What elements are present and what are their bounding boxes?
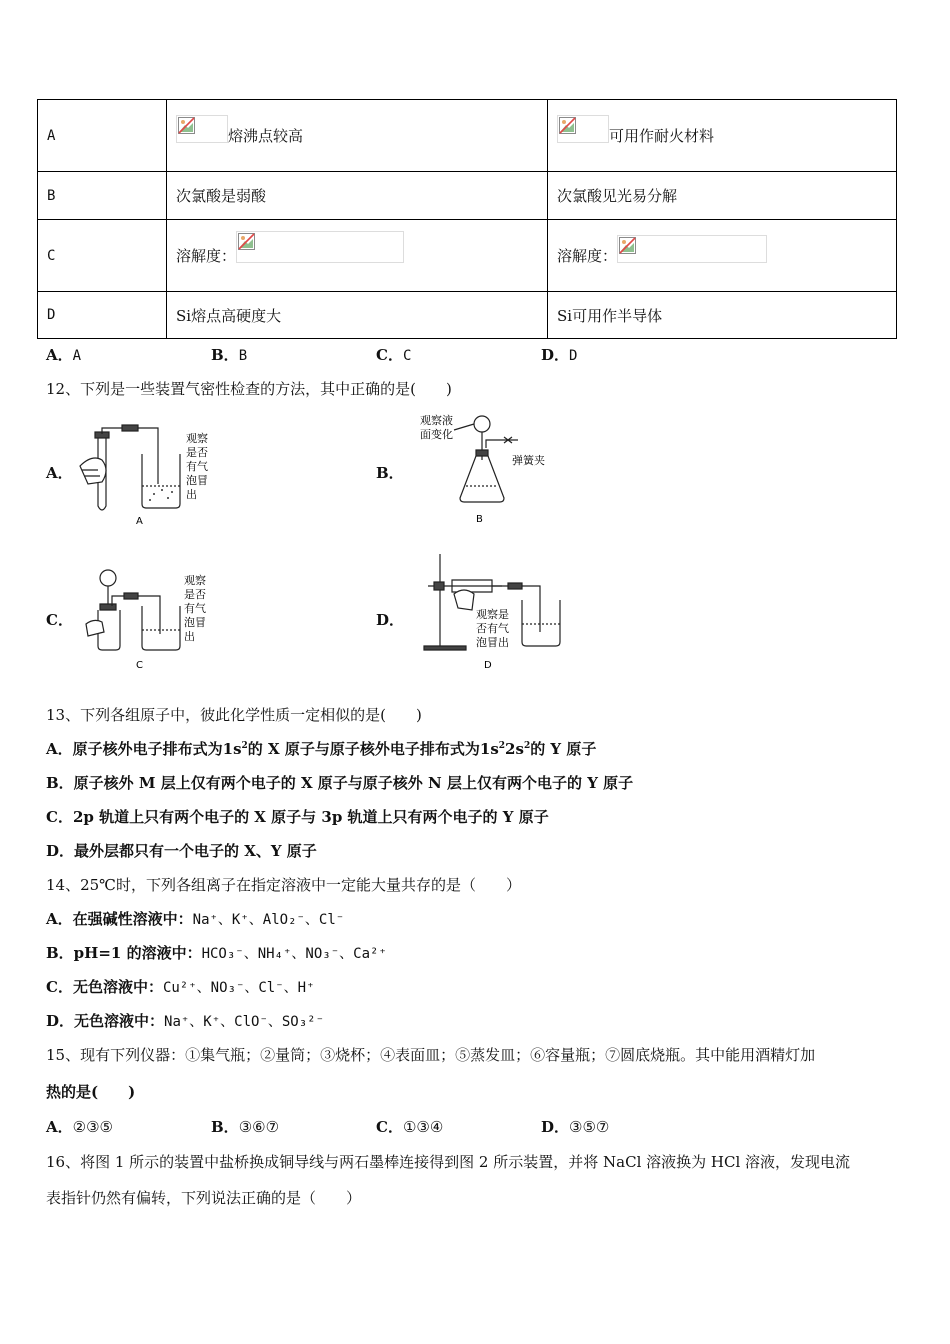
- q11-option-b[interactable]: [211, 344, 247, 365]
- row-left-cell: 次氯酸是弱酸: [167, 172, 548, 220]
- figure-a-note-5: 出: [186, 488, 197, 501]
- figure-a-svg: [78, 424, 228, 530]
- q14-option-c[interactable]: [46, 976, 315, 997]
- figure-b-note-2: 面变化: [420, 428, 453, 441]
- q13-option-d[interactable]: D．最外层都只有一个电子的 X、Y 原子: [46, 842, 317, 860]
- figure-d-note-1: 观察是: [476, 608, 509, 621]
- q15-option-d[interactable]: [541, 1116, 609, 1137]
- q15-option-b[interactable]: [211, 1116, 279, 1137]
- option-value: ①③④: [402, 1118, 444, 1136]
- option-value: ③⑥⑦: [238, 1118, 280, 1136]
- row-label: A: [38, 100, 167, 172]
- ion-list: Na⁺、K⁺、ClO⁻、SO₃²⁻: [164, 1014, 325, 1030]
- table-row: [38, 292, 897, 339]
- superscript: 2: [498, 741, 506, 751]
- superscript: 2: [241, 741, 248, 751]
- row-label: C: [38, 220, 167, 292]
- figure-c-note-2: 是否: [184, 588, 206, 601]
- figure-d-svg: [412, 550, 572, 674]
- q12-option-b[interactable]: B．: [376, 464, 404, 482]
- figure-c-apparatus: [84, 566, 234, 674]
- option-key: C．: [376, 1118, 403, 1136]
- q13-option-c[interactable]: C．2p 轨道上只有两个电子的 X 原子与 3p 轨道上只有两个电子的 Y 原子: [46, 808, 549, 826]
- q15-stem-line1: 15、现有下列仪器：①集气瓶；②量筒；③烧杯；④表面皿；⑤蒸发皿；⑥容量瓶；⑦圆底烧瓶。其中能用酒精灯加: [46, 1046, 816, 1064]
- option-text: D．无色溶液中：: [46, 1012, 165, 1030]
- row-right-cell: [548, 100, 897, 172]
- q13-stem: 13、下列各组原子中，彼此化学性质一定相似的是( ): [46, 706, 422, 724]
- ion-list: Cu²⁺、NO₃⁻、Cl⁻、H⁺: [162, 980, 315, 996]
- broken-image-icon: [557, 115, 609, 143]
- q15-option-c[interactable]: [376, 1116, 443, 1137]
- ion-list: Na⁺、K⁺、AlO₂⁻、Cl⁻: [192, 912, 345, 928]
- option-value: ③⑤⑦: [569, 1118, 610, 1136]
- option-key: B．: [211, 1118, 239, 1136]
- figure-a-note-3: 有气: [186, 460, 208, 473]
- row-right-cell: 次氯酸见光易分解: [548, 172, 897, 220]
- figure-d-note-2: 否有气: [476, 622, 509, 635]
- row-right-text: 溶解度：: [557, 247, 618, 265]
- q11-option-c[interactable]: [376, 344, 411, 365]
- q15-option-a[interactable]: [46, 1116, 113, 1137]
- q12-stem: 12、下列是一些装置气密性检查的方法，其中正确的是( ): [46, 380, 452, 398]
- q13-option-a[interactable]: [46, 738, 596, 759]
- q14-option-a[interactable]: [46, 908, 344, 929]
- ion-list: HCO₃⁻、NH₄⁺、NO₃⁻、Ca²⁺: [201, 946, 387, 962]
- row-right-cell: [548, 220, 897, 292]
- figure-b-apparatus: [420, 410, 550, 528]
- figure-a-note-2: 是否: [186, 446, 208, 459]
- q11-table: [37, 99, 897, 339]
- option-text: 的 Y 原子: [530, 740, 597, 758]
- option-value: ②③⑤: [72, 1118, 113, 1136]
- table-row: [38, 100, 897, 172]
- option-value: C: [402, 348, 412, 364]
- figure-b-note-1: 观察液: [420, 414, 453, 427]
- figure-c-note-4: 泡冒: [184, 616, 206, 629]
- superscript: 2: [523, 741, 531, 751]
- table-row: [38, 172, 897, 220]
- electron-config: 1s: [222, 740, 242, 758]
- electron-config: 2s: [505, 740, 524, 758]
- figure-a-caption: A: [136, 516, 143, 527]
- option-key: A．: [46, 346, 73, 364]
- option-text: A．在强碱性溶液中：: [46, 910, 193, 928]
- figure-b-caption: B: [476, 514, 483, 525]
- figure-a-note-1: 观察: [186, 432, 208, 445]
- q11-option-d[interactable]: [541, 344, 577, 365]
- q13-option-b[interactable]: B．原子核外 M 层上仅有两个电子的 X 原子与原子核外 N 层上仅有两个电子的 Y 原子: [46, 774, 634, 792]
- broken-image-icon: [236, 231, 404, 263]
- option-text: C．无色溶液中：: [46, 978, 163, 996]
- option-text: B．pH=1 的溶液中：: [46, 944, 202, 962]
- option-text: A．原子核外电子排布式为: [46, 740, 223, 758]
- row-label: B: [38, 172, 167, 220]
- q14-option-b[interactable]: [46, 942, 387, 963]
- row-left-cell: [167, 100, 548, 172]
- figure-c-note-5: 出: [184, 630, 195, 643]
- row-label: D: [38, 292, 167, 339]
- figure-a-apparatus: [78, 424, 228, 530]
- figure-b-svg: [420, 410, 550, 528]
- figure-d-caption: D: [484, 660, 492, 671]
- q14-option-d[interactable]: [46, 1010, 324, 1031]
- q12-option-d[interactable]: D．: [376, 611, 405, 629]
- option-value: B: [238, 348, 248, 364]
- electron-config: 1s: [479, 740, 499, 758]
- figure-c-note-3: 有气: [184, 602, 206, 615]
- row-left-cell: [167, 220, 548, 292]
- figure-c-caption: C: [136, 660, 143, 671]
- option-value: D: [569, 348, 578, 364]
- q15-stem-line2: 热的是( ): [46, 1083, 136, 1101]
- q16-stem-line2: 表指针仍然有偏转，下列说法正确的是（ ）: [46, 1189, 362, 1207]
- figure-d-note-3: 泡冒出: [476, 636, 509, 649]
- q12-option-a[interactable]: A．: [46, 464, 73, 482]
- row-right-text: 可用作耐火材料: [609, 127, 715, 145]
- q11-option-a[interactable]: [46, 344, 81, 365]
- q16-stem-line1: 16、将图 1 所示的装置中盐桥换成铜导线与两石墨棒连接得到图 2 所示装置，并将 NaCl 溶液换为 HCl 溶液，发现电流: [46, 1153, 851, 1171]
- broken-image-icon: [617, 235, 767, 263]
- figure-d-apparatus: [412, 550, 572, 674]
- option-key: D．: [541, 1118, 570, 1136]
- option-key: D．: [541, 346, 570, 364]
- option-key: A．: [46, 1118, 73, 1136]
- option-text: 的 X 原子与原子核外电子排布式为: [247, 740, 480, 758]
- q14-stem: 14、25℃时，下列各组离子在指定溶液中一定能大量共存的是（ ）: [46, 876, 521, 894]
- row-left-cell: Si熔点高硬度大: [167, 292, 548, 339]
- figure-c-svg: [84, 566, 234, 674]
- figure-b-clamp-label: 弹簧夹: [512, 454, 545, 467]
- option-key: B．: [211, 346, 239, 364]
- row-left-text: 熔沸点较高: [228, 127, 304, 145]
- row-left-text: 溶解度：: [176, 247, 237, 265]
- option-key: C．: [376, 346, 403, 364]
- broken-image-icon: [176, 115, 228, 143]
- row-right-cell: Si可用作半导体: [548, 292, 897, 339]
- table-row: [38, 220, 897, 292]
- figure-a-note-4: 泡冒: [186, 474, 208, 487]
- option-value: A: [72, 348, 82, 364]
- figure-c-note-1: 观察: [184, 574, 206, 587]
- q12-option-c[interactable]: C．: [46, 611, 73, 629]
